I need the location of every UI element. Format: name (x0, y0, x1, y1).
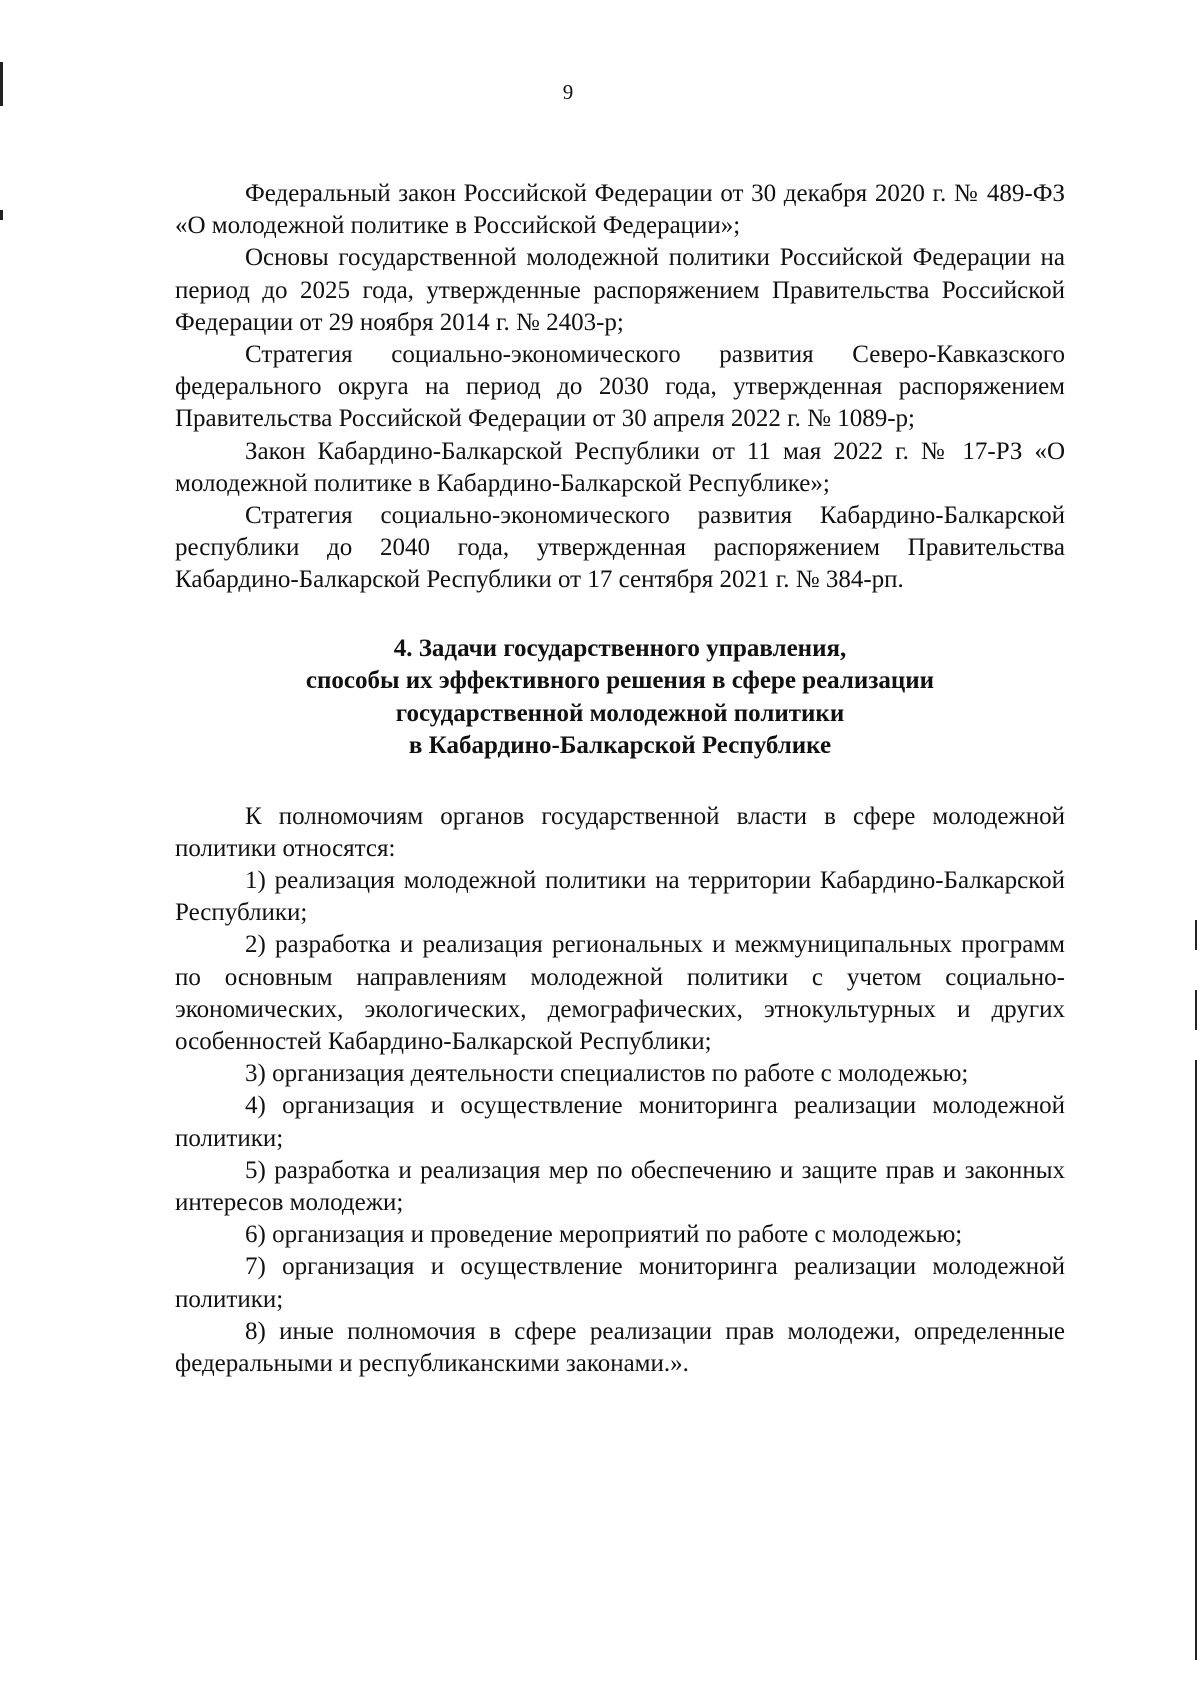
section-heading-line-2: способы их эффективного решения в сфере реализации (305, 667, 935, 695)
document-body (175, 178, 1065, 1380)
section-heading (175, 633, 1065, 763)
paragraph-kbr-law: Закон Кабардино-Балкарской Республики от 11 мая 2022 г. № 17-РЗ «О молодежной политике в Кабардино-Балкарской Республике»; (175, 437, 1065, 497)
section-heading-line-3: государственной молодежной политики (395, 699, 845, 727)
list-item-6: 6) организация и проведение мероприятий по работе с молодежью; (245, 1221, 963, 1249)
scan-mark-right-1 (1195, 920, 1197, 950)
scan-mark-left-1 (0, 62, 3, 106)
paragraph-youth-policy-basics: Основы государственной молодежной политики Российской Федерации на период до 2025 года, утвержденные распоряжением Правительства Российской Федерации от 29 ноября 2014 г. № 2403-р; (175, 244, 1065, 336)
list-item-7: 7) организация и осуществление мониторинга реализации молодежной политики; (175, 1253, 1065, 1313)
scan-mark-left-2 (0, 210, 3, 220)
page-number: 9 (562, 80, 574, 104)
paragraph-north-caucasus-strategy: Стратегия социально-экономического развития Северо-Кавказского федерального округа на период до 2030 года, утвержденная распоряжением Правительства Российской Федерации от 30 апреля 2022 г. № 1089-р; (175, 341, 1065, 433)
scan-mark-right-2 (1195, 990, 1197, 1030)
section-heading-line-4: в Кабардино-Балкарской Республике (408, 732, 832, 760)
list-item-5: 5) разработка и реализация мер по обеспечению и защите прав и законных интересов молодежи; (175, 1156, 1065, 1217)
list-item-8: 8) иные полномочия в сфере реализации прав молодежи, определенные федеральными и республиканскими законами.». (175, 1317, 1065, 1378)
scan-mark-right-3 (1195, 1060, 1197, 1660)
paragraph-kbr-strategy: Стратегия социально-экономического развития Кабардино-Балкарской республики до 2040 года, утвержденная распоряжением Правительства Кабардино-Балкарской Республики от 17 сентября 2021 г. № 384-рп. (175, 502, 1065, 594)
paragraph-federal-law: Федеральный закон Российской Федерации от 30 декабря 2020 г. № 489-ФЗ «О молодежной политике в Российской Федерации»; (175, 180, 1065, 240)
section-heading-line-1: 4. Задачи государственного управления, (393, 634, 847, 662)
list-item-4: 4) организация и осуществление мониторинга реализации молодежной политики; (175, 1092, 1065, 1152)
list-item-3: 3) организация деятельности специалистов по работе с молодежью; (245, 1060, 969, 1088)
list-item-1: 1) реализация молодежной политики на территории Кабардино-Балкарской Республики; (175, 867, 1065, 927)
paragraph-powers-intro: К полномочиям органов государственной власти в сфере молодежной политики относятся: (175, 802, 1065, 862)
list-item-2: 2) разработка и реализация региональных и межмуниципальных программ по основным направлениям молодежной политики с учетом социально-экономических, экологических, демографических, этнокультурных и других особенностей Кабардино-Балкарской Республики; (175, 931, 1065, 1056)
